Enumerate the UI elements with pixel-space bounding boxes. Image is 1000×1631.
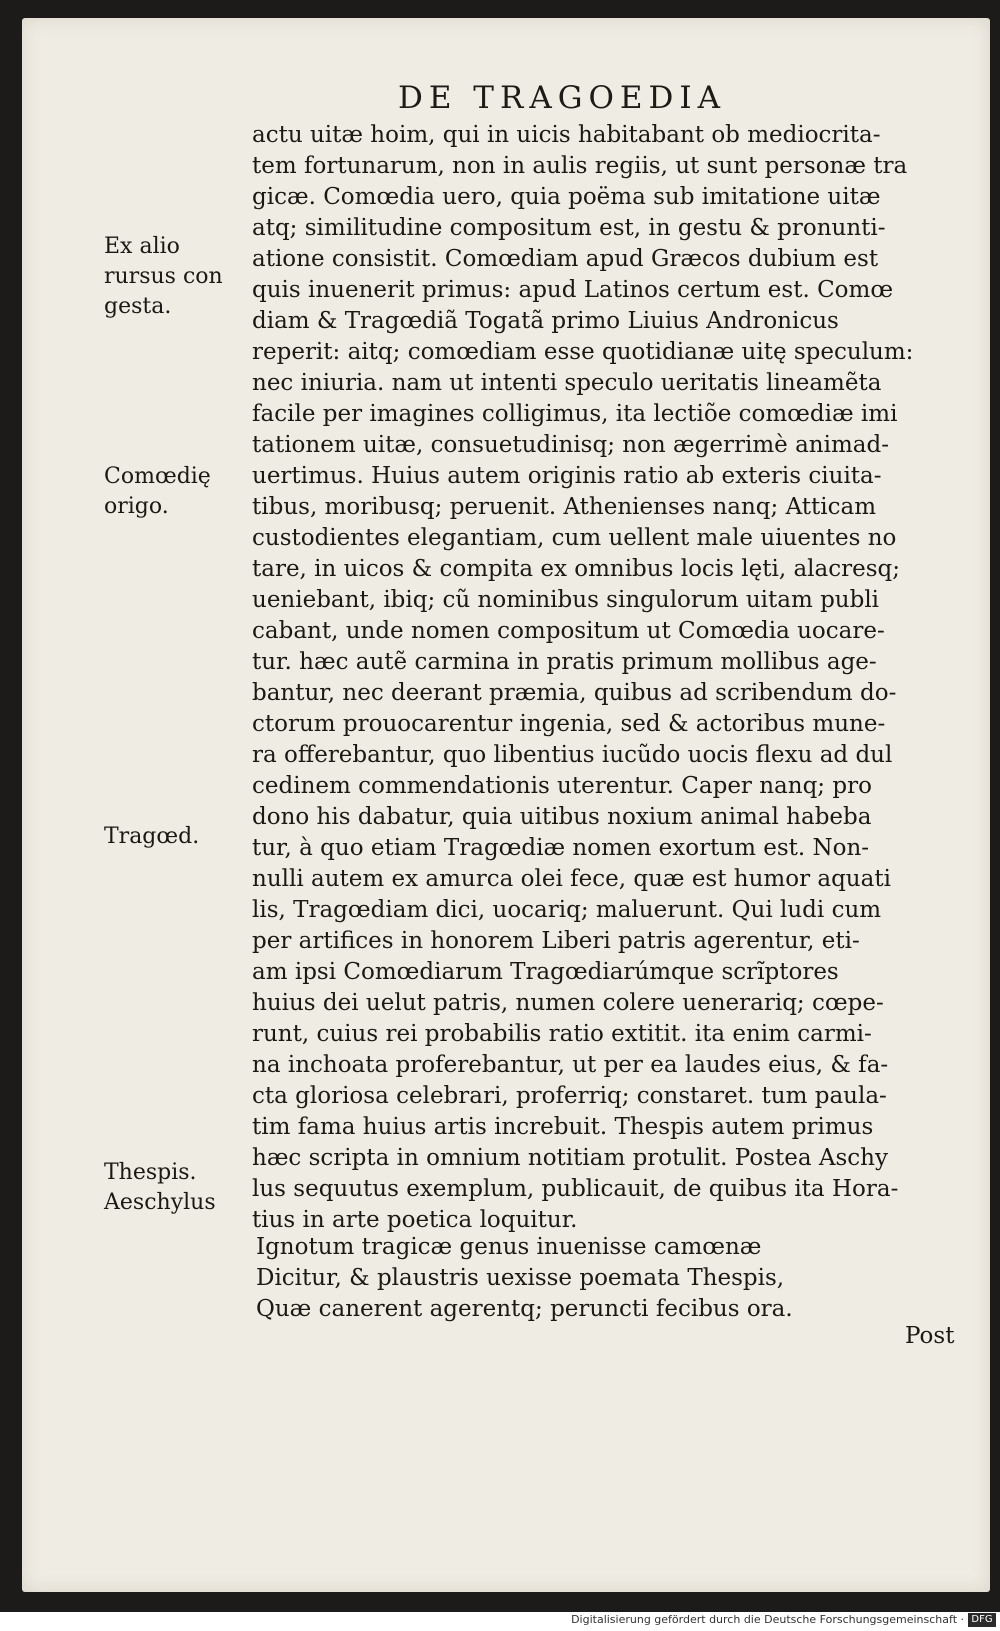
verse-line: Ignotum tragicæ genus inuenisse camœnæ [256,1234,762,1260]
text-line: per artifices in honorem Liberi patris agerentur, eti- [252,928,860,954]
text-line: atq; similitudine compositum est, in gestu & pronunti- [252,215,886,241]
text-line: ra offerebantur, quo libentius iucũdo uocis flexu ad dul [252,742,893,768]
margin-note-tragoed [104,822,244,852]
footer-credit: Digitalisierung gefördert durch die Deutsche Forschungsgemeinschaft · [571,1613,964,1626]
margin-note-line: Aeschylus [104,1190,216,1215]
text-line: tim fama huius artis increbuit. Thespis autem primus [252,1114,874,1140]
margin-note-line: Thespis. [104,1160,197,1185]
text-line: dono his dabatur, quia uitibus noxium animal habeba [252,804,872,830]
running-head: DE TRAGOEDIA [397,80,727,116]
verse-quotation [256,1232,956,1325]
margin-note-line: rursus con [104,264,223,289]
text-line: lus sequutus exemplum, publicauit, de quibus ita Hora- [252,1176,899,1202]
text-line: am ipsi Comœdiarum Tragœdiarúmque scrĩptores [252,959,839,985]
verse-line: Quæ canerent agerentq; peruncti fecibus ora. [256,1296,793,1322]
dfg-logo-icon: DFG [968,1613,996,1627]
text-line: tur. hæc autẽ carmina in pratis primum mollibus age- [252,649,877,675]
text-line: diam & Tragœdiã Togatã primo Liuius Andronicus [252,308,839,334]
text-line: lis, Tragœdiam dici, uocariq; maluerunt. Qui ludi cum [252,897,882,923]
text-line: gicæ. Comœdia uero, quia poëma sub imitatione uitæ [252,184,881,210]
text-line: uertimus. Huius autem originis ratio ab exteris ciuita- [252,463,882,489]
text-line: cta gloriosa celebrari, proferriq; constaret. tum paula- [252,1083,887,1109]
text-line: tibus, moribusq; peruenit. Athenienses nanq; Atticam [252,494,877,520]
text-line: actu uitæ hoim, qui in uicis habitabant ob mediocrita- [252,122,881,148]
text-line: tationem uitæ, consuetudinisq; non ægerrimè animad- [252,432,889,458]
text-line: reperit: aitq; comœdiam esse quotidianæ uitę speculum: [252,339,914,365]
text-line: quis inuenerit primus: apud Latinos certum est. Comœ [252,277,894,303]
margin-note-comoediae-origo [104,462,244,522]
text-line: tius in arte poetica loquitur. [252,1207,578,1233]
margin-note-line: Tragœd. [104,824,200,849]
text-line: hæc scripta in omnium notitiam protulit. Postea Aschy [252,1145,888,1171]
text-line: na inchoata proferebantur, ut per ea laudes eius, & fa- [252,1052,889,1078]
verse-line: Dicitur, & plaustris uexisse poemata Thespis, [256,1265,785,1291]
text-line: cabant, unde nomen compositum ut Comœdia uocare- [252,618,885,644]
margin-note-line: Ex alio [104,234,180,259]
text-line: tem fortunarum, non in aulis regiis, ut sunt personæ tra [252,153,908,179]
margin-note-ex-alio [104,232,244,322]
catchword: Post [905,1323,955,1349]
text-line: cedinem commendationis uterentur. Caper nanq; pro [252,773,872,799]
text-line: custodientes elegantiam, cum uellent male uiuentes no [252,525,897,551]
body-text [252,120,967,1236]
text-line: bantur, nec deerant præmia, quibus ad scribendum do- [252,680,897,706]
text-line: tare, in uicos & compita ex omnibus locis lęti, alacresq; [252,556,900,582]
text-line: nec iniuria. nam ut intenti speculo ueritatis lineamẽta [252,370,882,396]
text-line: atione consistit. Comœdiam apud Græcos dubium est [252,246,879,272]
text-line: ueniebant, ibiq; cũ nominibus singulorum uitam publi [252,587,880,613]
text-line: tur, à quo etiam Tragœdiæ nomen exortum est. Non- [252,835,870,861]
text-line: facile per imagines colligimus, ita lectiõe comœdiæ imi [252,401,898,427]
margin-note-line: origo. [104,494,169,519]
margin-note-line: gesta. [104,294,172,319]
text-line: ctorum prouocarentur ingenia, sed & actoribus mune- [252,711,886,737]
margin-note-line: Comœdię [104,464,211,489]
text-line: runt, cuius rei probabilis ratio extitit. ita enim carmi- [252,1021,872,1047]
text-line: huius dei uelut patris, numen colere uenerariq; cœpe- [252,990,884,1016]
text-line: nulli autem ex amurca olei fece, quæ est humor aquati [252,866,891,892]
margin-note-thespis [104,1158,244,1218]
